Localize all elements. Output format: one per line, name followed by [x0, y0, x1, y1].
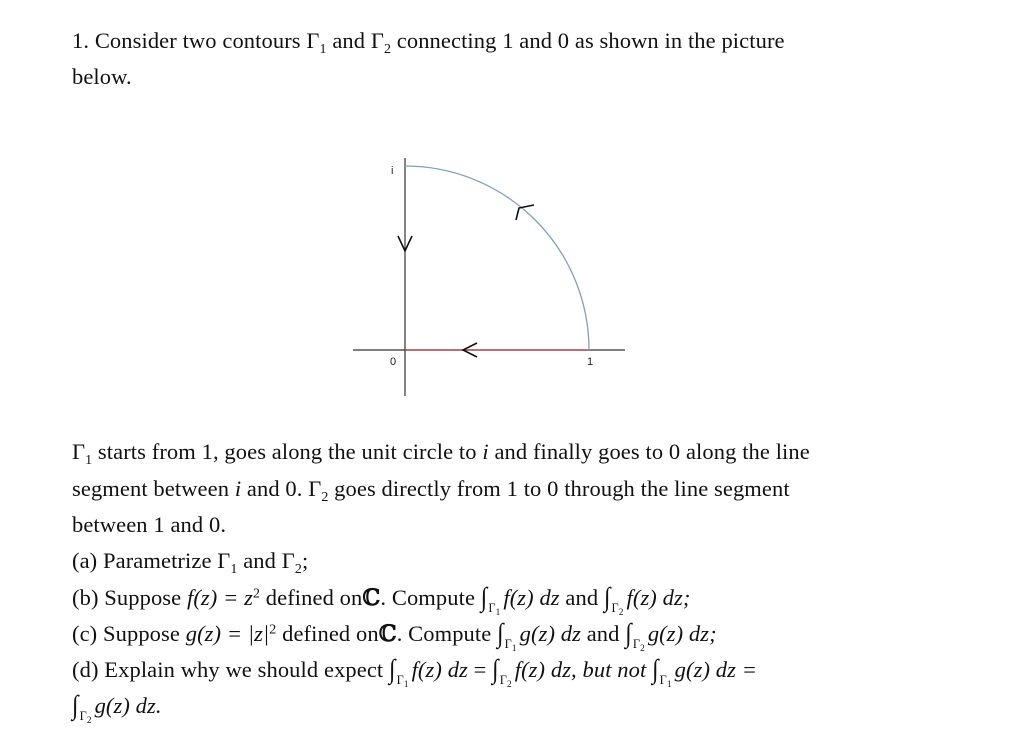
gamma-symbol: $\Gamma_1$ [306, 28, 327, 57]
integral-gamma2-f: $\int_{\Gamma_2}f(z)$ dz, but not [492, 654, 647, 690]
intro-text-3: below. [72, 64, 132, 89]
part-text: defined on [265, 585, 363, 610]
part-label: (a) [72, 548, 98, 573]
integral-gamma2-g: $\int_{\Gamma_2}g(z)$ dz; [625, 618, 717, 654]
integral-gamma2-g: $\int_{\Gamma_2}g(z)$ dz. [72, 690, 162, 726]
description-text: segment between [72, 476, 230, 501]
intro-text-1: Consider two contours [94, 28, 301, 53]
part-a [72, 548, 308, 578]
intro-text-2: connecting 1 and 0 as shown in the picture [396, 28, 785, 53]
label-origin: 0 [390, 356, 397, 368]
complex-plane-symbol: ℂ [362, 585, 381, 611]
gamma-symbol: $\Gamma_2$; [281, 548, 309, 577]
gamma-symbol: $\Gamma_1$ [72, 439, 93, 468]
contour-figure [345, 150, 635, 400]
part-text: . Compute [380, 585, 476, 610]
complex-plane-symbol: ℂ [378, 621, 397, 647]
math-i: i [234, 476, 242, 501]
label-i: i [391, 165, 394, 177]
part-label: (b) [72, 585, 99, 610]
problem-number: 1. [72, 28, 90, 53]
and-text: and [332, 28, 366, 53]
part-text: Explain why we should expect [104, 657, 384, 682]
description-line-1 [72, 439, 810, 469]
part-label: (d) [72, 657, 99, 682]
part-label: (c) [72, 621, 98, 646]
problem-intro-line-2 [72, 64, 132, 90]
part-text: Suppose [104, 585, 182, 610]
g-definition: $g(z) = |z|^2$ [185, 621, 277, 646]
integral-gamma2-f: $\int_{\Gamma_2}f(z)$ dz; [603, 582, 691, 618]
description-text: and 0. [246, 476, 303, 501]
gamma-symbol: $\Gamma_2$ [308, 476, 329, 505]
description-text: between 1 and 0. [72, 512, 227, 537]
part-d-continued [72, 690, 162, 726]
arrow-arc-icon [516, 205, 534, 220]
integral-gamma1-f: $\int_{\Gamma_1}f(z)$ dz [389, 654, 468, 690]
description-text: starts from 1, goes along the unit circle to [97, 439, 477, 464]
description-text: and finally goes to 0 along the line [494, 439, 810, 464]
part-text: defined on [282, 621, 379, 646]
label-one: 1 [587, 356, 594, 368]
and-text: and [565, 585, 599, 610]
description-line-3 [72, 512, 226, 538]
part-d [72, 654, 757, 690]
description-line-2 [72, 476, 790, 506]
gamma-symbol: $\Gamma_2$ [370, 28, 392, 57]
math-i: i [482, 439, 489, 464]
part-text: . Compute [396, 621, 492, 646]
integral-gamma1-g: $\int_{\Gamma_1}g(z)$ dz [497, 618, 581, 654]
problem-intro-line-1 [72, 28, 785, 58]
integral-gamma1-f: $\int_{\Gamma_1}f(z)$ dz [480, 582, 560, 618]
description-text: goes directly from 1 to 0 through the line segment [334, 476, 790, 501]
unit-circle-arc [405, 166, 589, 350]
f-definition: $f(z) = z^2$ [186, 585, 261, 610]
part-c [72, 618, 717, 654]
part-b [72, 582, 691, 618]
and-text: and [586, 621, 620, 646]
equals-sign: = [473, 657, 487, 682]
gamma-symbol: $\Gamma_1$ [217, 548, 238, 577]
and-text: and [243, 548, 277, 573]
integral-gamma1-g: $\int_{\Gamma_1}g(z)$ dz = [652, 654, 757, 690]
part-text: Parametrize [103, 548, 212, 573]
part-text: Suppose [103, 621, 180, 646]
